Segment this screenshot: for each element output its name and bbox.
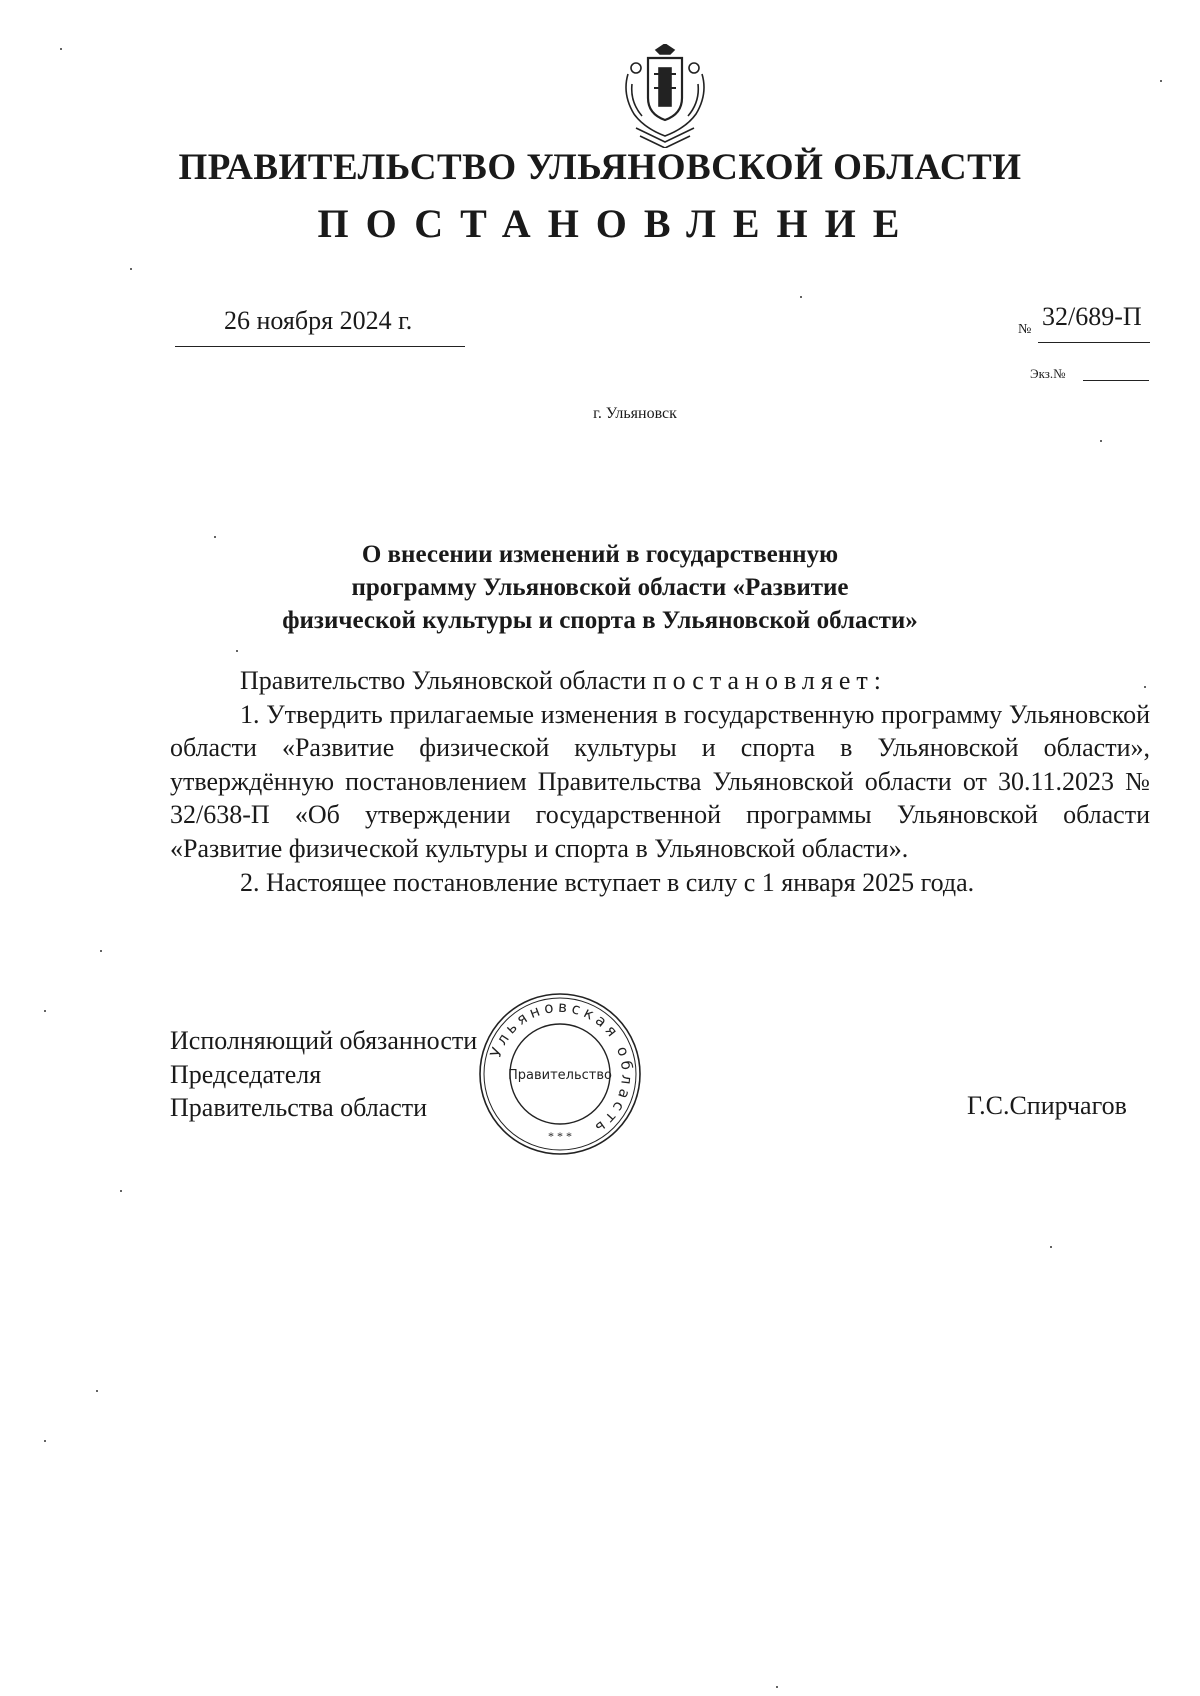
- document-number: 32/689-П: [1042, 302, 1142, 331]
- copy-number-line: [1083, 380, 1149, 381]
- clause-2: 2. Настоящее постановление вступает в силу с 1 января 2025 года.: [240, 867, 975, 897]
- copy-number-label: Экз.№: [1030, 366, 1066, 381]
- title-line: программу Ульяновской области «Развитие: [351, 574, 849, 601]
- signer-name: Г.С.Спирчагов: [967, 1091, 1127, 1120]
- intro-text: Правительство Ульяновской области: [240, 666, 647, 695]
- document-title: [0, 538, 1200, 637]
- official-seal: [476, 990, 644, 1158]
- signatory-position: [170, 1024, 477, 1125]
- document-body: [170, 664, 1150, 899]
- organization-title: ПРАВИТЕЛЬСТВО УЛЬЯНОВСКОЙ ОБЛАСТИ: [178, 147, 1022, 188]
- position-line: Исполняющий обязанности: [170, 1026, 478, 1055]
- clause-1: 1. Утвердить прилагаемые изменения в государственную программу Ульяновской области «Развитие физической культуры и спорта в Ульяновской области», утверждённую постановлением Правительства Ульяновской области от 30.11.2023 № 32/638-П «Об утверждении государственной программы Ульяновской области «Развитие физической культуры и спорта в Ульяновской области».: [170, 699, 1150, 863]
- position-line: Председателя: [170, 1059, 322, 1089]
- resolution-intro: [170, 664, 1150, 698]
- position-line: Правительства области: [170, 1093, 428, 1123]
- coat-of-arms-emblem: [618, 44, 712, 148]
- seal-ring-text: Ульяновская область: [486, 997, 637, 1140]
- city: г. Ульяновск: [593, 405, 677, 422]
- intro-resolves: постановляет:: [652, 666, 887, 695]
- document-type: ПОСТАНОВЛЕНИЕ: [317, 201, 917, 246]
- seal-star-icon: * * *: [548, 1129, 572, 1143]
- title-line: О внесении изменений в государственную: [361, 541, 839, 568]
- title-line: физической культуры и спорта в Ульяновской области»: [282, 607, 918, 634]
- number-sign: №: [1018, 322, 1032, 337]
- seal-center-text: Правительство: [508, 1068, 612, 1083]
- document-date: 26 ноября 2024 г.: [224, 306, 413, 335]
